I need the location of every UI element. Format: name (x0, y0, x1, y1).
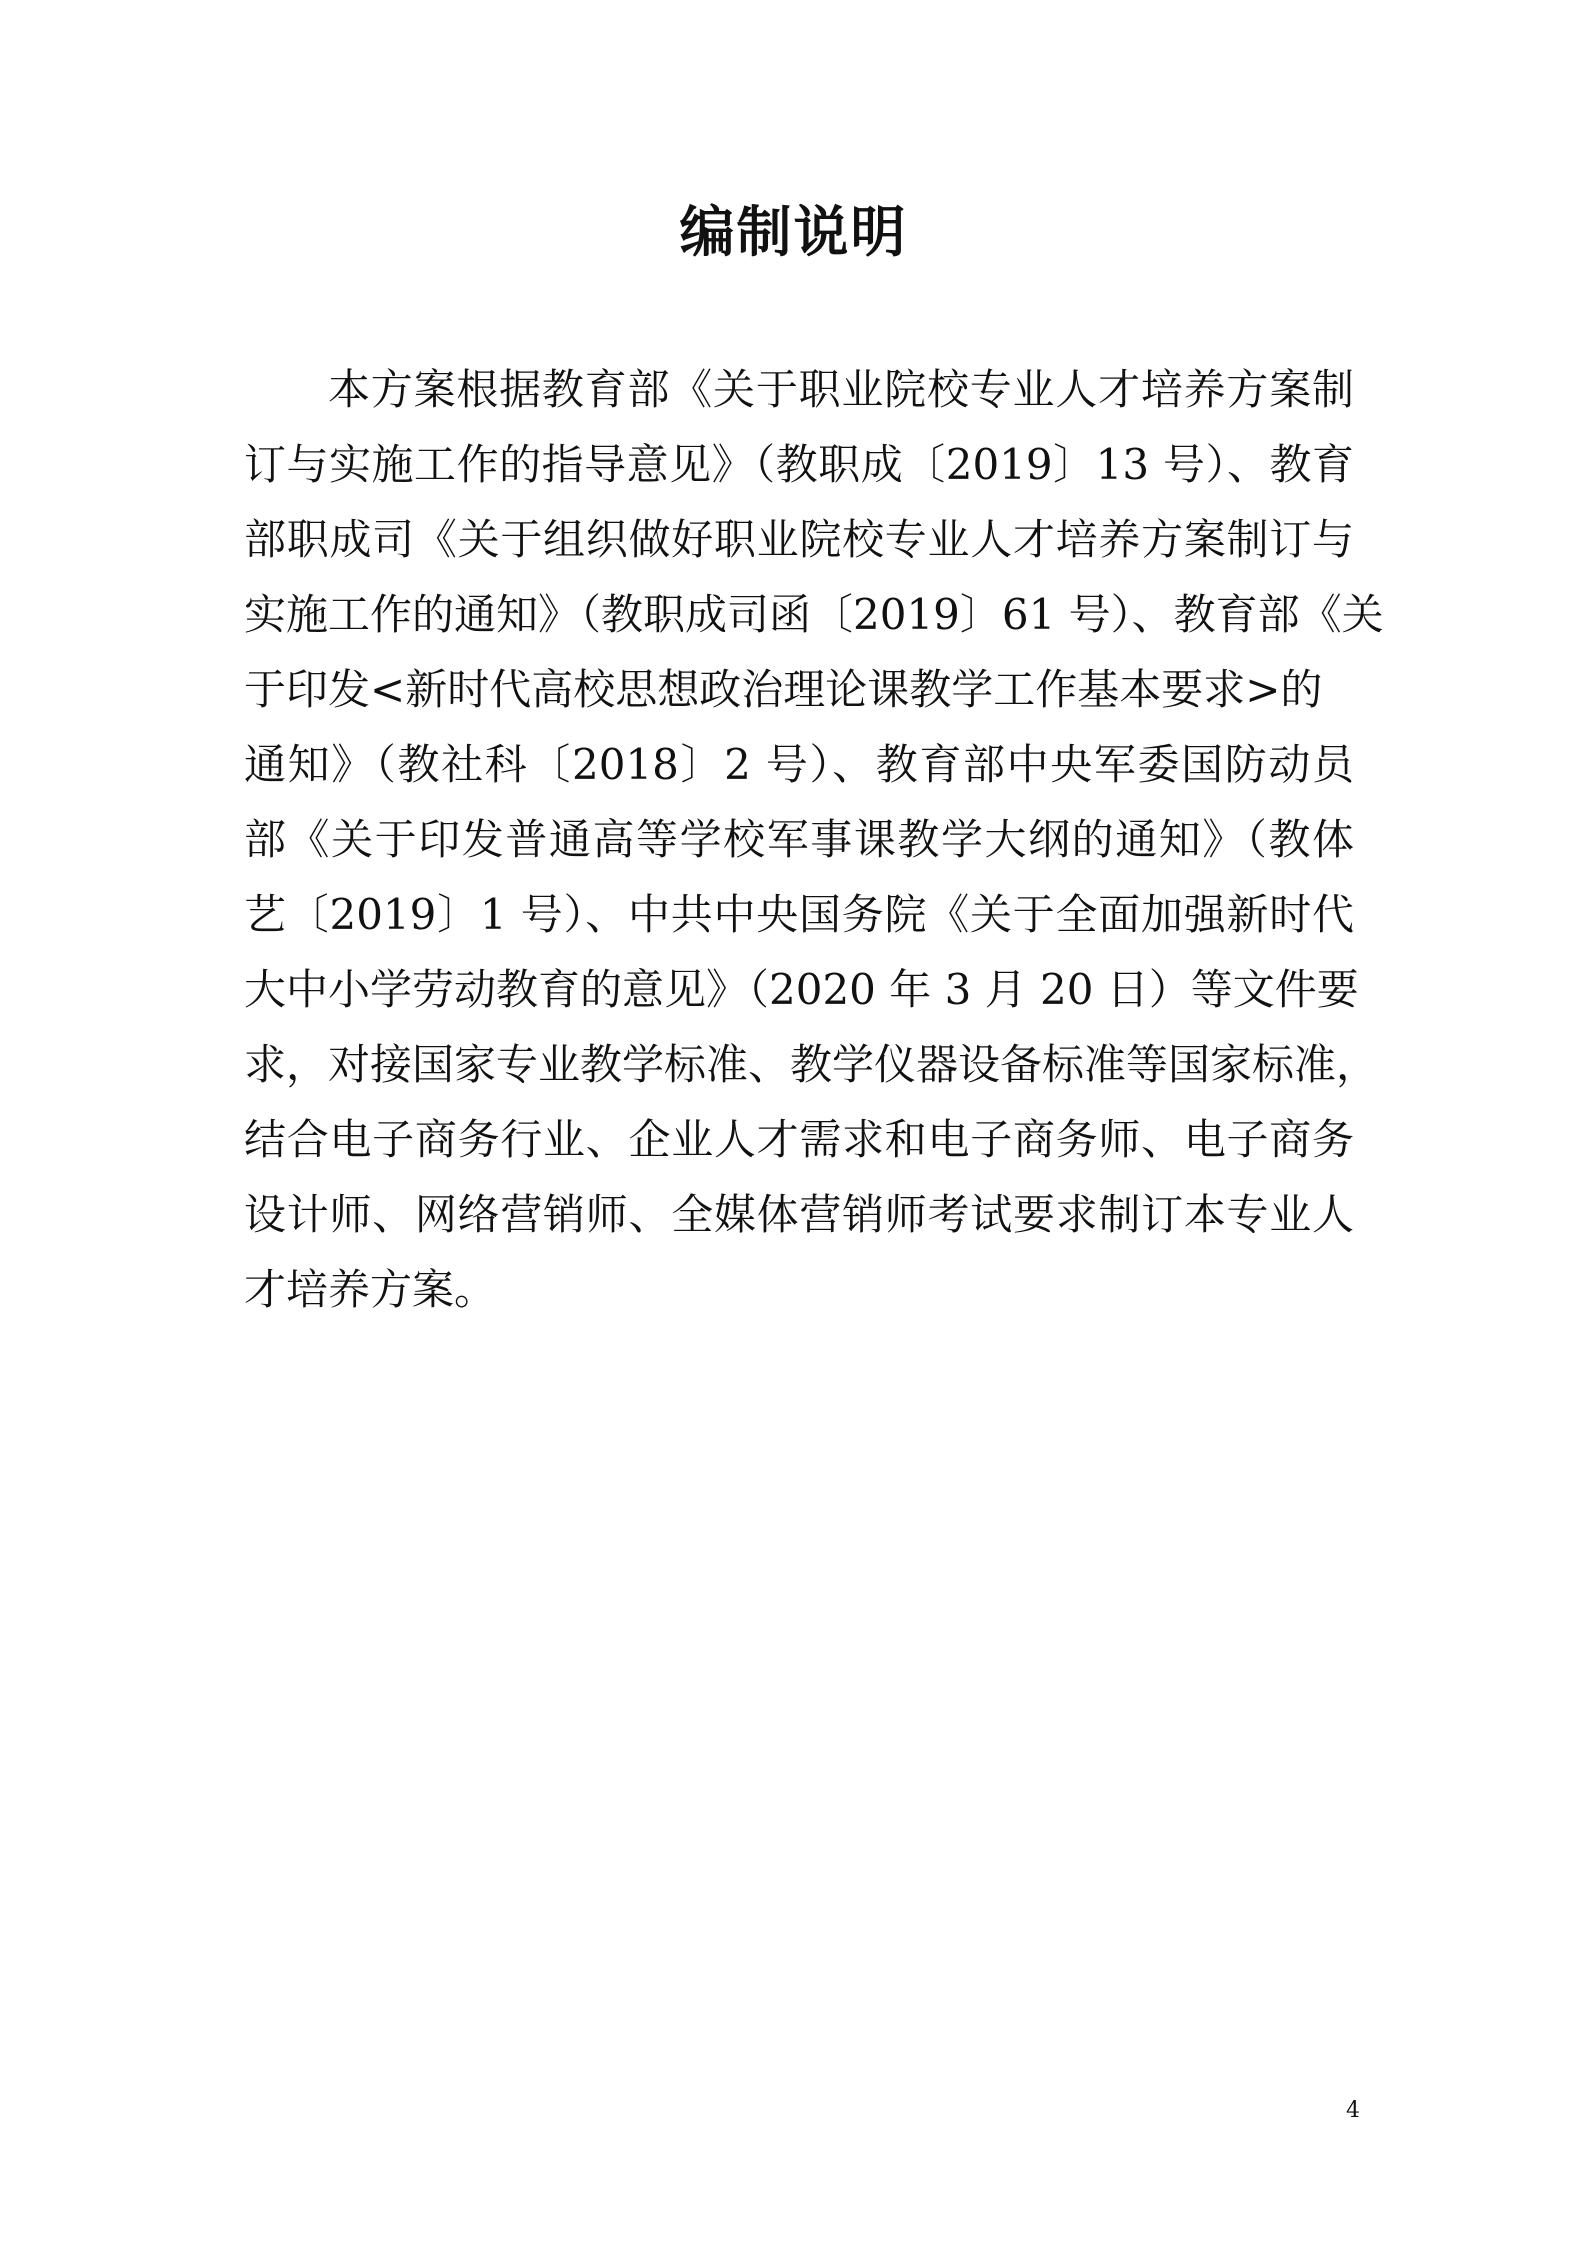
paragraph-line: 于印发<新时代高校思想政治理论课教学工作基本要求>的 (244, 665, 1323, 714)
page-number: 4 (1346, 2098, 1360, 2123)
paragraph-line: 艺〔2019〕1 号）、中共中央国务院《关于全面加强新时代 (244, 890, 1354, 939)
paragraph-line: 结合电子商务行业、企业人才需求和电子商务师、电子商务 (244, 1115, 1354, 1164)
paragraph-line: 大中小学劳动教育的意见》（2020 年 3 月 20 日）等文件要 (244, 965, 1359, 1014)
paragraph-line: 实施工作的通知》（教职成司函〔2019〕61 号）、教育部《关 (244, 590, 1384, 639)
paragraph-line: 求，对接国家专业教学标准、教学仪器设备标准等国家标准， (244, 1040, 1379, 1089)
paragraph-line: 通知》（教社科〔2018〕2 号）、教育部中央军委国防动员 (244, 740, 1354, 789)
paragraph-line: 设计师、网络营销师、全媒体营销师考试要求制订本专业人 (244, 1190, 1354, 1239)
document-title: 编制说明 (679, 200, 908, 264)
paragraph-line: 部职成司《关于组织做好职业院校专业人才培养方案制订与 (244, 515, 1354, 564)
body-paragraph (244, 352, 1384, 1327)
paragraph-line: 本方案根据教育部《关于职业院校专业人才培养方案制 (328, 365, 1354, 414)
paragraph-line: 才培养方案。 (244, 1265, 497, 1314)
paragraph-line: 部《关于印发普通高等学校军事课教学大纲的通知》（教体 (244, 815, 1354, 864)
paragraph-line: 订与实施工作的指导意见》（教职成〔2019〕13 号）、教育 (244, 440, 1354, 489)
